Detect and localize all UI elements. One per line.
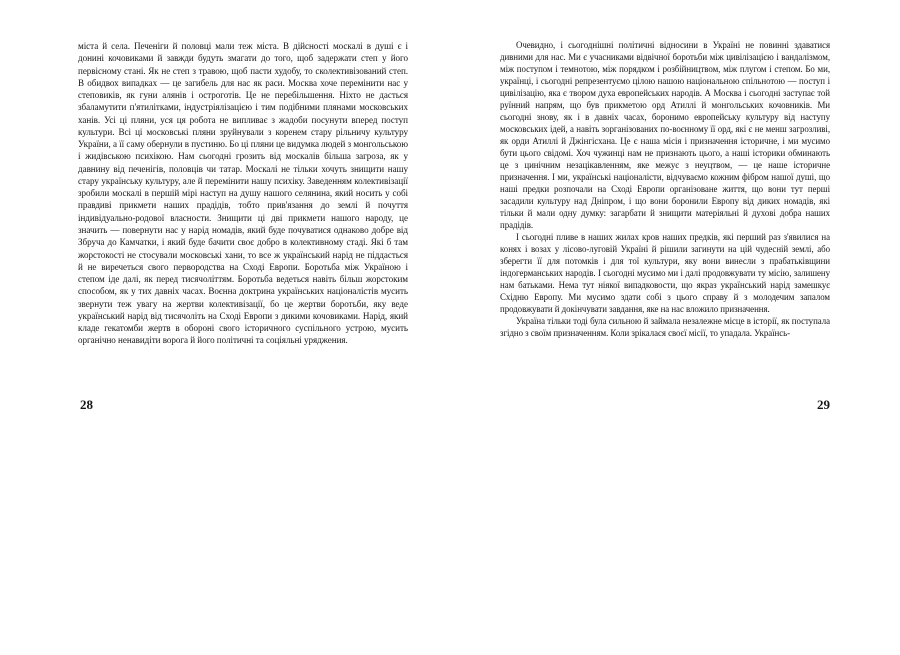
- right-paragraph-1: Очевидно, і сьогоднішні політичні відносини в Україні не повинні здаватися дивними для нас. Ми є учасниками відвічної боротьби між цивілізацією і вандалізмом, між поступом і темнотою, між порядком і розбійництвом, між плугом і степом. Бо ми, українці, і сьогодні репрезентуємо цілою нашою національною спільнотою — поступ і цивілізацію, яка є твором духа европейських народів. А Москва і сьогодні заступає той руїнний напрям, що був прикметою орд Атиллі й монгольських кочовників. Ми сьогодні знову, як і в давніх часах, боронимо европейську культуру від наступу московських ідей, а навіть зорганізованих по-воєнному її орд, які є не менш загрозливі, як орди Атиллі й Джінгісхана. Це є наша місія і призначення історичне, і ми мусимо бути цього свідомі. Хоч чужинці нам не признають цього, а наші історики обминають це з цинічним незацікавленням, яке межує з неуцтвом, — це наше історичне призначення. І ми, українські націоналісти, відчуваємо кожним фібром нашої душі, що наші предки розпочали на Сході Европи організоване життя, що вони тут перші засадили культуру над Дніпром, і що вони боронили Европу від диких номадів, які тільки й мали одну думку: загарбати й знищити матеріяльні й духові добра наших прадідів.: [500, 40, 830, 230]
- right-page-text: [500, 40, 830, 340]
- right-paragraph-2: І сьогодні пливе в наших жилах кров наших предків, які перший раз з'явилися на конях і возах у лісово-луговій Україні й рішили загинути на цій чудесній землі, або зберегти її для потомків і для тої культури, яку вони винесли з прабатьківщини індогерманських народів. І сьогодні мусимо ми і далі продовжувати ту місію, залишену нам батьками. Нема тут ніякої випадковости, що якраз український нарід замешкує Східню Европу. Ми мусимо здати собі з цього справу й з молодечим запалом продовжувати й докінчувати завдання, яке на нас вложило призначення.: [500, 231, 830, 314]
- right-page-number: 29: [817, 397, 830, 412]
- right-paragraph-3: Україна тільки тоді була сильною й займала незалежне місце в історії, як поступала згідно з своїм призначенням. Коли зрікалася своєї місії, то упадала. Українсь-: [500, 315, 830, 338]
- left-page-text: [78, 40, 408, 347]
- right-page: [500, 40, 830, 412]
- left-page: [78, 40, 408, 412]
- left-paragraph-1: міста й села. Печеніги й половці мали теж міста. В дійсності москалі в душі є і донині кочовиками й завжди будуть змагати до того, щоб задержати степ у його первісному стані. Як не степ з травою, щоб пасти худобу, то сколективізований степ. В обидвох випадках — це загибель для нас як раси. Москва хоче перемінити нас у степовиків, як гуни алянів і остроготів. Це не перебільшення. Ніхто не дасться збаламутити п'ятилітками, індустріялізацією і тим подібними плянами московських ханів. Усі ці пляни, уся ця робота не випливає з жадоби посунути вперед поступ культури. Всі ці московські пляни зруйнували з коренем стару рільничу культуру України, а її саму обернули в пустиню. Бо ці пляни це видумка людей з монгольською і жидівською психікою. Нам сьогодні грозить від москалів більша загроза, як у давнину від печенігів, половців чи татар. Москалі не тільки хочуть знищити нашу стару українську культуру, але й перемінити нашу психіку. Заведенням колективізації зробили москалі в першій мірі наступ на душу нашого селянина, який носить у собі правдиві прикмети наших прадідів, тобто прив'язання до землі й почуття індивідуально-родової власности. Знищити ці дві прикмети нашого народу, це значить — повернути нас у нарід номадів, який буде почуватися однаково добре від Збруча до Камчатки, і який буде бачити своє добро в колективному стаді. Які б там жорстокості не стосували московські хани, то все ж український нарід не піддасться й не виречеться свого первородства на Сході Европи. Боротьба між Україною і степом іде далі, як перед тисячоліттям. Боротьба ведеться навіть більш жорстоким способом, як у тих давніх часах. Воєнна доктрина українських націоналістів мусить звернути теж увагу на жертви колективізації, бо це жертви боротьби, яку веде український нарід від тисячоліть на Сході Европи з дикими кочовиками. Нарід, який кладе гекатомби жертв в обороні свого історичного суспільного устрою, мусить органічно ненавидіти ворога й його політичні та соціяльні уряджения.: [78, 41, 408, 346]
- left-page-number: 28: [80, 397, 93, 412]
